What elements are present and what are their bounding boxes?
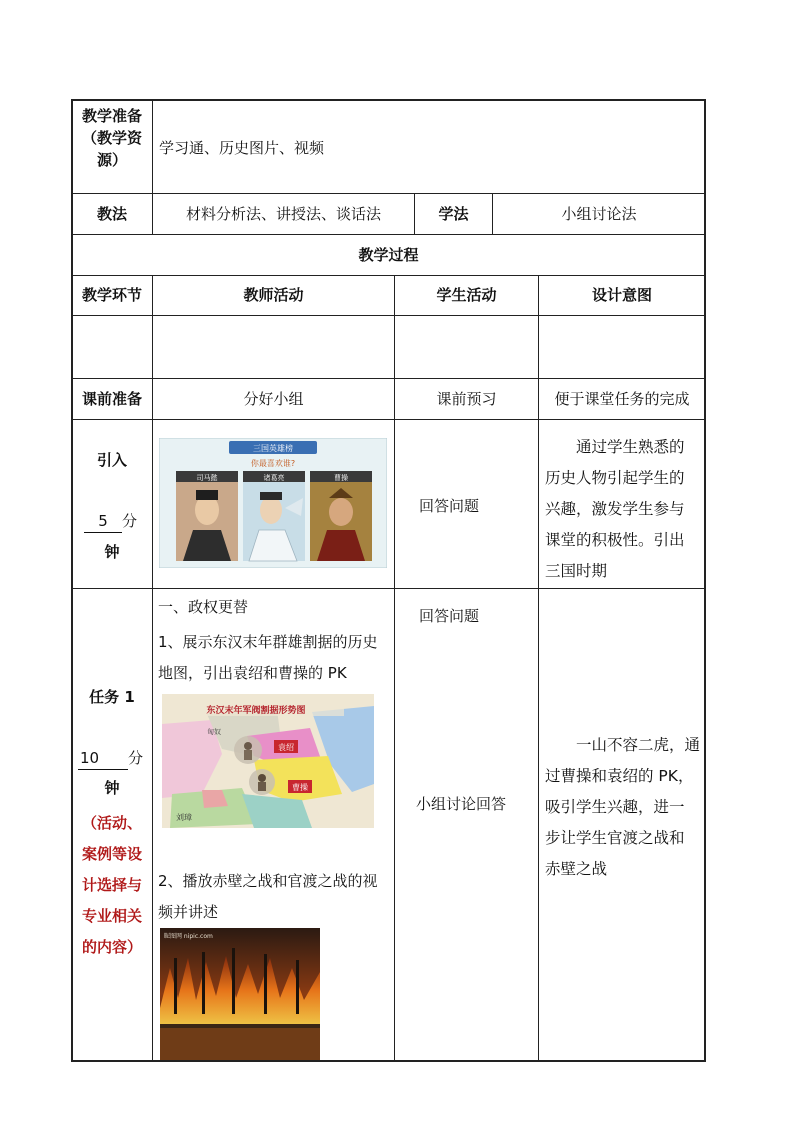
task1-note — [72, 808, 152, 963]
row-divider — [72, 193, 705, 194]
prep-label-line: 教学准备 — [81, 107, 142, 125]
task1-section-title: 一、政权更替 — [158, 598, 249, 616]
map-label-yuanshao: 袁绍 — [278, 743, 294, 752]
task1-step1 — [158, 627, 392, 689]
battle-fire-photo — [160, 928, 320, 1060]
intro-duration — [84, 510, 144, 533]
header-student: 学生活动 — [436, 286, 497, 304]
intro-intent-line: 三国时期 — [545, 562, 608, 580]
task1-intent-line: 吸引学生兴趣，进一 — [545, 798, 685, 816]
map-label-liuzhang: 刘璋 — [176, 813, 192, 822]
intro-duration-value: 5 — [84, 510, 122, 533]
photo-watermark: 昵图网 nipic.com — [164, 933, 213, 940]
task1-intent-line: 一山不容二虎，通 — [576, 736, 701, 754]
preclass-student: 课前预习 — [436, 390, 497, 408]
heroes-question: 你最喜欢谁? — [250, 459, 296, 468]
prep-value: 学习通、历史图片、视频 — [159, 139, 325, 157]
intro-intent — [545, 432, 701, 587]
task1-step1-line: 1、展示东汉末年群雄割据的历史 — [158, 633, 378, 651]
task1-note-line: 专业相关 — [81, 907, 142, 925]
row-divider — [72, 275, 705, 276]
prep-label — [72, 105, 152, 171]
learn-method-value: 小组讨论法 — [561, 205, 637, 223]
task1-duration — [78, 747, 148, 770]
hero-name-2: 诸葛亮 — [263, 474, 285, 482]
row-divider — [72, 419, 705, 420]
prep-label-line: （教学资 — [81, 129, 142, 147]
intro-stage: 引入 — [96, 451, 127, 469]
row-divider — [72, 234, 705, 235]
hero-name-1: 司马懿 — [196, 474, 218, 482]
preclass-intent: 便于课堂任务的完成 — [554, 390, 690, 408]
learn-method-label: 学法 — [438, 205, 469, 223]
task1-step1-line: 地图，引出袁绍和曹操的 PK — [158, 664, 347, 682]
task1-step2 — [158, 866, 392, 928]
intro-student: 回答问题 — [419, 497, 480, 515]
task1-step2-line: 频并讲述 — [158, 903, 219, 921]
warlords-map — [162, 694, 374, 828]
heroes-banner: 三国英雄榜 — [253, 444, 293, 453]
intro-intent-line: 课堂的积极性。引出 — [545, 531, 685, 549]
hero-name-3: 曹操 — [334, 474, 348, 482]
intro-intent-line: 历史人物引起学生的 — [545, 469, 685, 487]
intro-duration-unit: 分 — [122, 512, 138, 530]
task1-student-a: 回答问题 — [419, 607, 480, 625]
row-divider — [72, 588, 705, 589]
teach-method-value: 材料分析法、讲授法、谈话法 — [185, 205, 381, 223]
task1-intent — [545, 730, 701, 885]
intro-intent-line: 通过学生熟悉的 — [576, 438, 685, 456]
task1-note-line: （活动、 — [81, 814, 142, 832]
task1-intent-line: 赤壁之战 — [545, 860, 608, 878]
row-divider — [72, 315, 705, 316]
header-intent: 设计意图 — [591, 286, 652, 304]
task1-note-line: 案例等设 — [81, 845, 142, 863]
intro-duration-unit2: 钟 — [104, 543, 120, 561]
task1-note-line: 计选择与 — [81, 876, 142, 894]
map-label-xiongnu: 匈奴 — [207, 728, 221, 736]
process-title: 教学过程 — [358, 246, 419, 264]
row-divider — [72, 378, 705, 379]
col-divider — [152, 100, 153, 194]
teach-method-label: 教法 — [96, 205, 127, 223]
intro-intent-line: 兴趣，激发学生参与 — [545, 500, 685, 518]
task1-intent-line: 步让学生官渡之战和 — [545, 829, 685, 847]
header-stage: 教学环节 — [81, 286, 142, 304]
prep-label-line: 源） — [96, 151, 127, 169]
map-title: 东汉末年军阀割据形势图 — [206, 706, 306, 716]
header-teacher: 教师活动 — [243, 286, 304, 304]
heroes-image — [159, 438, 387, 568]
task1-step2-line: 2、播放赤壁之战和官渡之战的视 — [158, 872, 378, 890]
task1-stage: 任务 1 — [89, 688, 135, 706]
task1-duration-value: 10 — [78, 747, 128, 770]
map-label-caocao: 曹操 — [292, 783, 308, 792]
preclass-teacher: 分好小组 — [243, 390, 304, 408]
preclass-stage: 课前准备 — [81, 390, 142, 408]
task1-duration-unit2: 钟 — [104, 779, 120, 797]
task1-student-b: 小组讨论回答 — [416, 795, 507, 813]
task1-duration-unit: 分 — [128, 749, 144, 767]
task1-note-line: 的内容） — [81, 938, 142, 956]
task1-intent-line: 过曹操和袁绍的 PK， — [545, 767, 694, 785]
